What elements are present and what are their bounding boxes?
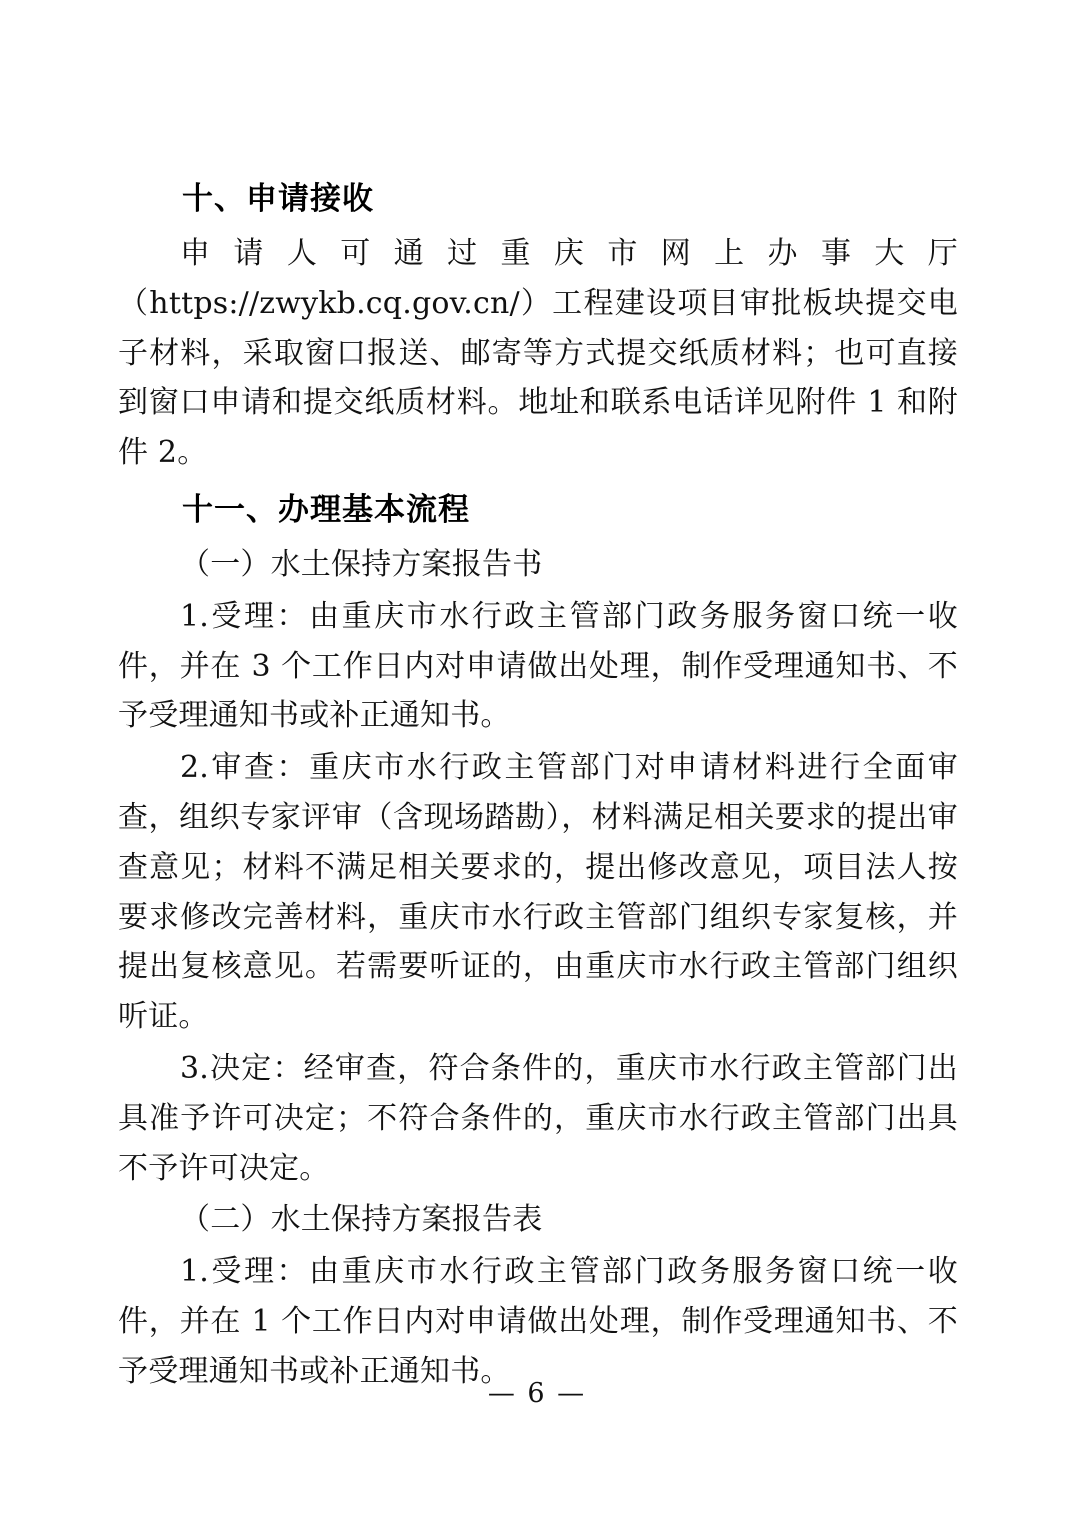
paragraph-acceptance-report-form: 1.受理：由重庆市水行政主管部门政务服务窗口统一收件，并在 1 个工作日内对申请做出处理，制作受理通知书、不予受理通知书或补正通知书。 xyxy=(118,1254,958,1389)
subsection-two-title: （二）水土保持方案报告表 xyxy=(180,1202,543,1238)
paragraph-acceptance-report-book: 1.受理：由重庆市水行政主管部门政务服务窗口统一收件，并在 3 个工作日内对申请做出处理，制作受理通知书、不予受理通知书或补正通知书。 xyxy=(118,598,958,734)
section-heading-eleven: 十一、办理基本流程 xyxy=(182,492,470,529)
paragraph-application-receipt: 申请人可通过重庆市网上办事大厅（https://zwykb.cq.gov.cn/）工程建设项目审批板块提交电子材料，采取窗口报送、邮寄等方式提交纸质材料；也可直接到窗口申请和提交纸质材料。地址和联系电话详见附件 1 和附件 2。 xyxy=(118,236,958,471)
document-body xyxy=(118,175,958,1399)
subsection-one-title: （一）水土保持方案报告书 xyxy=(180,547,543,583)
paragraph-review-report-book: 2.审查：重庆市水行政主管部门对申请材料进行全面审查，组织专家评审（含现场踏勘），材料满足相关要求的提出审查意见；材料不满足相关要求的，提出修改意见，项目法人按要求修改完善材料，重庆市水行政主管部门组织专家复核，并提出复核意见。若需要听证的，由重庆市水行政主管部门组织听证。 xyxy=(118,750,958,1035)
page-number: — 6 — xyxy=(487,1378,587,1409)
paragraph-decision-report-book: 3.决定：经审查，符合条件的，重庆市水行政主管部门出具准予许可决定；不符合条件的，重庆市水行政主管部门出具不予许可决定。 xyxy=(118,1051,958,1186)
section-heading-ten: 十、申请接收 xyxy=(182,181,374,217)
